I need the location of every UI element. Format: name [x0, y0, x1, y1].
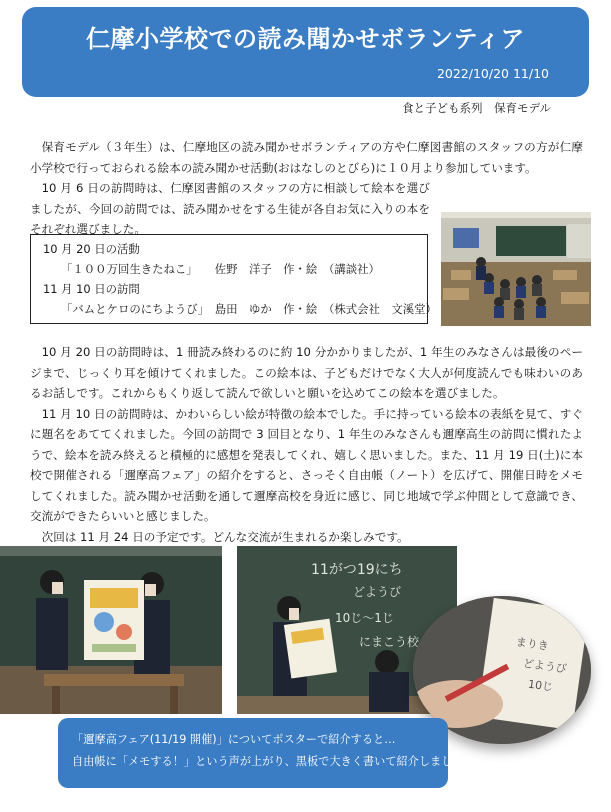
- caption-line: 自由帳に「メモする！」という声が上がり、黒板で大きく書いて紹介しました。: [72, 755, 475, 768]
- photo-caption: [58, 718, 475, 788]
- book-entry: 「バムとケロのにちようび」 島田 ゆか 作・絵 （株式会社 文溪堂）: [61, 302, 437, 316]
- activity-list-box: [30, 234, 437, 324]
- report-paragraph: 11 月 10 日の訪問時は、かわいらしい絵が特徴の絵本でした。手に持っている絵本の表紙を見て、すぐに題名をあててくれました。今回の訪問で 3 回目となり、1 年生のみなさんも邇摩高生の訪問に慣れたようで、絵本を読み終えると積極的に感想を発表してくれ、嬉しく思いました。また、11 月 19 日(土)に本校で開催される「邇摩高フェア」の紹介をすると、さっそく自由帳（ノート）を広げて、開催日時をメモしてくれました。読み聞かせ活動を通して邇摩高校を身近に感じ、同じ地域で学ぶ仲間として意識でき、交流ができたらいいと感じました。: [30, 406, 583, 523]
- department-label: 食と子ども系列 保育モデル: [402, 101, 551, 115]
- report-paragraph: 次回は 11 月 24 日の予定です。どんな交流が生まれるか楽しみです。: [41, 529, 409, 544]
- notebook-text: どようび: [522, 656, 568, 676]
- blackboard-text: にまこう校: [359, 635, 420, 649]
- classroom-photo: [441, 212, 591, 326]
- title-banner: [22, 7, 589, 97]
- intro-paragraph: 10 月 6 日の訪問時は、仁摩図書館のスタッフの方に相談して絵本を選びましたが、今回の訪問では、読み聞かせをする生徒が各自お気に入りの本をそれぞれ選びました。: [30, 181, 430, 236]
- caption-line: 「邇摩高フェア(11/19 開催)」についてポスターで紹介すると…: [72, 733, 396, 746]
- report-paragraph: 10 月 20 日の訪問時は、1 冊読み終わるのに約 10 分かかりましたが、1 年生のみなさんは最後のページまで、じっくり耳を傾けてくれました。この絵本は、子どもだけでなく大人が何度読んでも味わいのあるお話しです。これからもくり返して読んで欲しいと願いを込めてこの絵本を選びました。: [30, 345, 583, 400]
- blackboard-text: どようび: [353, 585, 402, 599]
- activity-heading: 10 月 20 日の活動: [43, 242, 140, 256]
- intro-paragraph: 保育モデル（３年生）は、仁摩地区の読み聞かせボランティアの方や仁摩図書館のスタッフの方が仁摩小学校で行っておられる絵本の読み聞かせ活動(おはなしのとびら)に１０月より参加しています。: [30, 140, 583, 175]
- visit-dates: 2022/10/20 11/10: [436, 66, 549, 81]
- blackboard-text: 11がつ19にち: [311, 562, 403, 578]
- blackboard-text: 10じ〜1じ: [335, 611, 394, 625]
- page-title: 仁摩小学校での読み聞かせボランティア: [85, 25, 526, 53]
- notebook-text: 10じ: [527, 677, 554, 694]
- poster-presentation-photo: [0, 546, 222, 714]
- notebook-text: まりき: [515, 635, 550, 653]
- report-section: [30, 342, 583, 547]
- activity-heading: 11 月 10 日の訪問: [43, 282, 140, 296]
- book-entry: 「１００万回生きたねこ」 佐野 洋子 作・絵 （講談社）: [61, 262, 380, 276]
